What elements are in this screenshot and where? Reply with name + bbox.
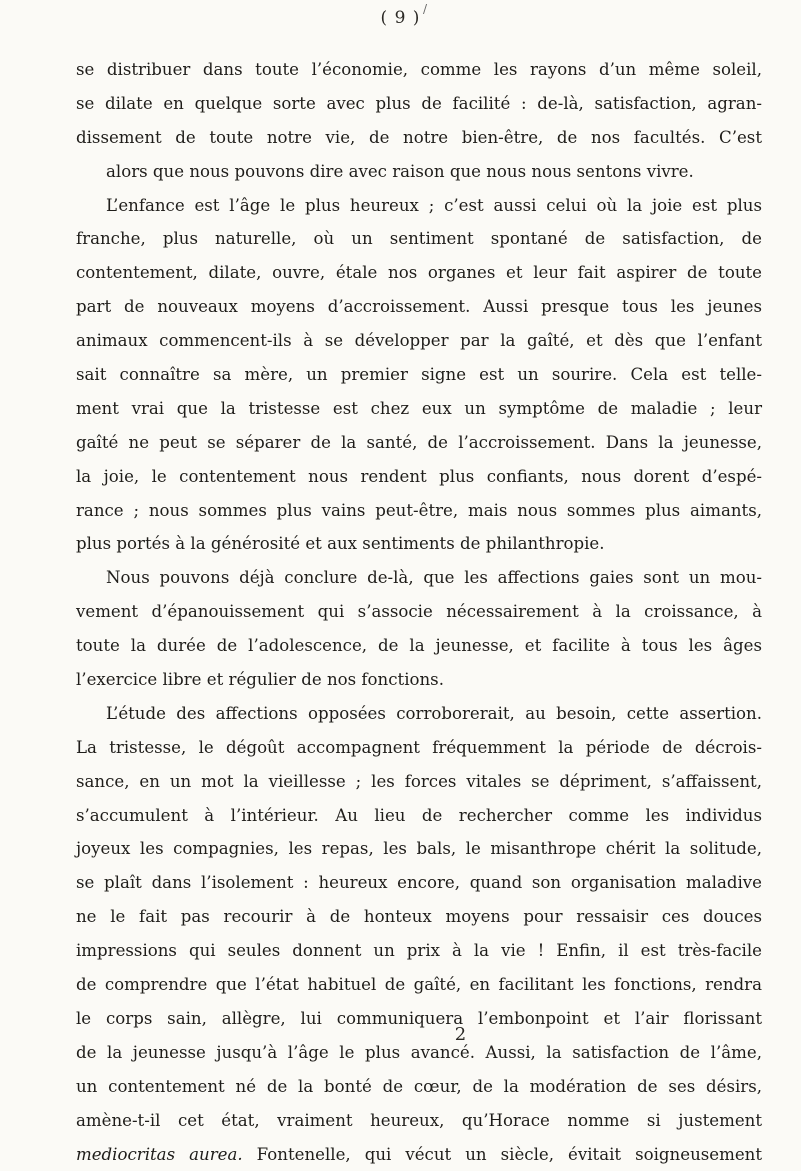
text-line: impressions qui seules donnent un prix à la vie ! Enfin, il est très-facile — [76, 934, 762, 968]
text-line: part de nouveaux moyens d’accroissement. Aussi presque tous les jeunes — [76, 290, 762, 324]
text-line: sance, en un mot la vieillesse ; les forces vitales se dépriment, s’affaissent, — [76, 765, 762, 799]
text-line: joyeux les compagnies, les repas, les bals, le misanthrope chérit la solitude, — [76, 832, 762, 866]
text-line: rance ; nous sommes plus vains peut-être, mais nous sommes plus aimants, — [76, 494, 762, 528]
text-line: La tristesse, le dégoût accompagnent fréquemment la période de décrois- — [76, 731, 762, 765]
text-line: L’étude des affections opposées corroborerait, au besoin, cette assertion. — [76, 697, 762, 731]
latin-phrase: mediocritas aurea. — [76, 1145, 243, 1164]
text-line: animaux commencent-ils à se développer par la gaîté, et dès que l’enfant — [76, 324, 762, 358]
text-line: de comprendre que l’état habituel de gaîté, en facilitant les fonctions, rendra — [76, 968, 762, 1002]
text-line: toute la durée de l’adolescence, de la jeunesse, et facilite à tous les âges — [76, 629, 762, 663]
text-line: l’exercice libre et régulier de nos fonctions. — [76, 663, 762, 697]
header-mark: / — [423, 2, 427, 16]
text-line: un contentement né de la bonté de cœur, de la modération de ses désirs, — [76, 1070, 762, 1104]
body-text — [76, 53, 762, 1171]
text-line: le corps sain, allègre, lui communiquera l’embonpoint et l’air florissant — [76, 1002, 762, 1036]
text-line: de la jeunesse jusqu’à l’âge le plus avancé. Aussi, la satisfaction de l’âme, — [76, 1036, 762, 1070]
text-line: sait connaître sa mère, un premier signe est un sourire. Cela est telle- — [76, 358, 762, 392]
text-line: ne le fait pas recourir à de honteux moyens pour ressaisir ces douces — [76, 900, 762, 934]
page-number: ( 9 ) — [0, 8, 801, 28]
text-line: gaîté ne peut se séparer de la santé, de l’accroissement. Dans la jeunesse, — [76, 426, 762, 460]
text-line: se distribuer dans toute l’économie, comme les rayons d’un même soleil, — [76, 53, 762, 87]
text-line: vement d’épanouissement qui s’associe nécessairement à la croissance, à — [76, 595, 762, 629]
text-line: alors que nous pouvons dire avec raison que nous nous sentons vivre. — [76, 155, 762, 189]
signature-mark: 2 — [0, 1024, 801, 1045]
text-line: amène-t-il cet état, vraiment heureux, qu’Horace nomme si justement — [76, 1104, 762, 1138]
text-line: se dilate en quelque sorte avec plus de facilité : de-là, satisfaction, agran- — [76, 87, 762, 121]
text-line-rest: Fontenelle, qui vécut un siècle, évitait soigneusement — [243, 1145, 762, 1164]
text-line: contentement, dilate, ouvre, étale nos organes et leur fait aspirer de toute — [76, 256, 762, 290]
text-line: dissement de toute notre vie, de notre bien-être, de nos facultés. C’est — [76, 121, 762, 155]
text-line: Nous pouvons déjà conclure de-là, que les affections gaies sont un mou- — [76, 561, 762, 595]
text-line: se plaît dans l’isolement : heureux encore, quand son organisation maladive — [76, 866, 762, 900]
text-line: s’accumulent à l’intérieur. Au lieu de rechercher comme les individus — [76, 799, 762, 833]
text-line — [76, 1138, 762, 1171]
text-line: franche, plus naturelle, où un sentiment spontané de satisfaction, de — [76, 222, 762, 256]
text-line: ment vrai que la tristesse est chez eux un symptôme de maladie ; leur — [76, 392, 762, 426]
text-line: L’enfance est l’âge le plus heureux ; c’est aussi celui où la joie est plus — [76, 189, 762, 223]
text-line: la joie, le contentement nous rendent plus confiants, nous dorent d’espé- — [76, 460, 762, 494]
text-line: plus portés à la générosité et aux sentiments de philanthropie. — [76, 527, 762, 561]
